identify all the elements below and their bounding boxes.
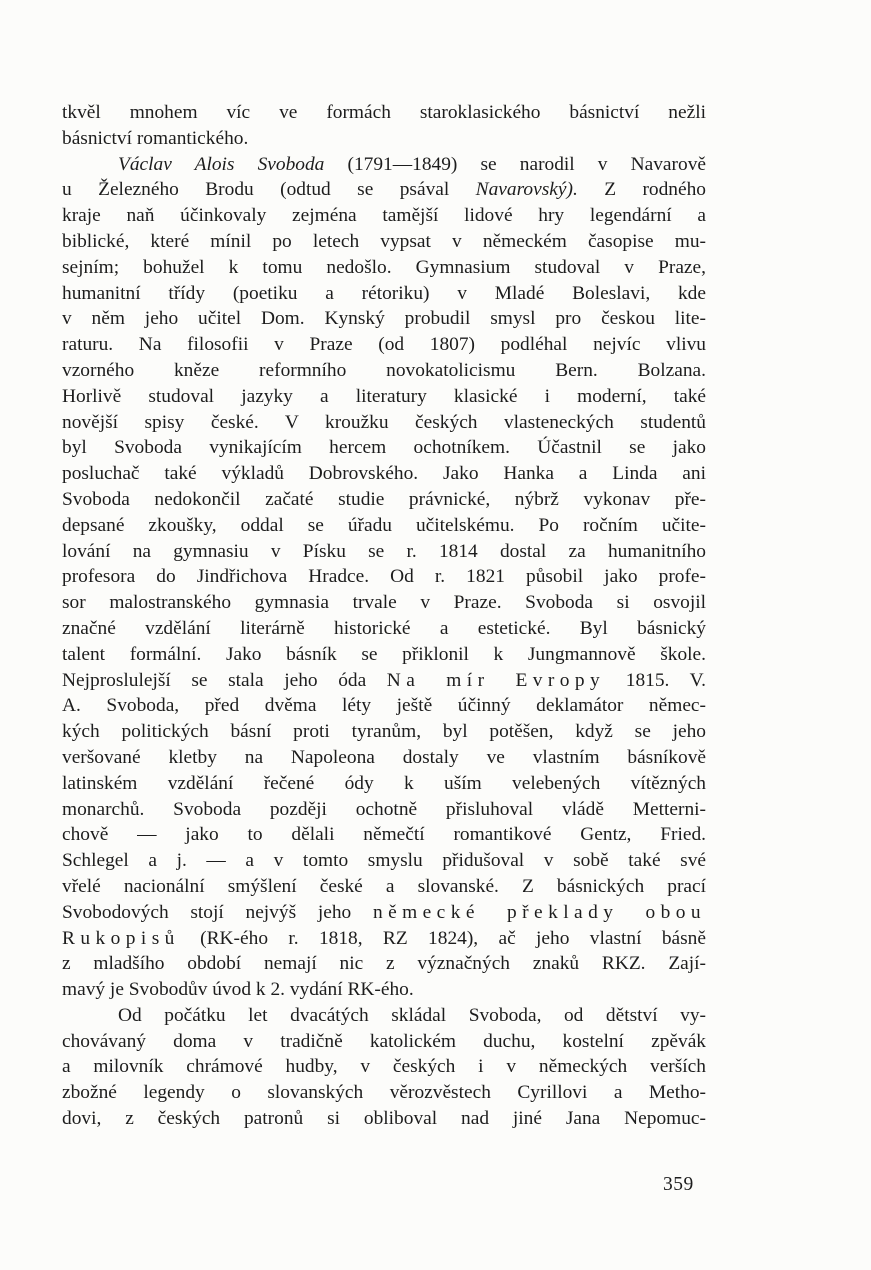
text-segment: Nejproslulejší se stala jeho óda (62, 669, 387, 691)
text-line: monarchů. Svoboda později ochotně přisluhoval vládě Metterni- (62, 798, 706, 820)
text-segment: (1791—1849) se narodil v Navarově (324, 153, 706, 175)
text-segment: Z rodného (577, 179, 706, 201)
text-line: z mladšího období nemají nic z význačných znaků RKZ. Zají- (62, 953, 706, 975)
text-segment: 1815. V. (605, 669, 706, 691)
text-line: tkvěl mnohem víc ve formách staroklasického básnictví nežli (62, 102, 706, 123)
text-line: vřelé nacionální smýšlení české a slovanské. Z básnických prací (62, 875, 706, 897)
text-line: kých politických básní proti tyranům, byl potěšen, když se jeho (62, 721, 706, 743)
text-line: depsané zkoušky, oddal se úřadu učitelskému. Po ročním učite- (62, 514, 706, 536)
pseudonym: Navarovský). (475, 179, 578, 201)
text-line: značné vzdělání literárně historické a estetické. Byl básnický (62, 617, 706, 639)
text-line (62, 926, 706, 952)
text-line (62, 152, 706, 178)
paragraph-1 (62, 100, 706, 152)
text-line: biblické, které mínil po letech vypsat v německém časopise mu- (62, 230, 706, 252)
text-line: sor malostranského gymnasia trvale v Praze. Svoboda si osvojil (62, 592, 706, 614)
author-name: Václav Alois Svoboda (118, 153, 325, 175)
body-text (62, 100, 706, 1132)
text-line: A. Svoboda, před dvěma léty ještě účinný deklamátor němec- (62, 695, 706, 717)
text-line: humanitní třídy (poetiku a rétoriku) v Mladé Boleslavi, kde (62, 282, 706, 304)
text-line: sejním; bohužel k tomu nedošlo. Gymnasium studoval v Praze, (62, 256, 706, 278)
page-number: 359 (663, 1174, 694, 1195)
text-line: veršované kletby na Napoleona dostaly ve vlastním básníkově (62, 746, 706, 768)
text-line: Svoboda nedokončil začaté studie právnické, nýbrž vykonav pře- (62, 488, 706, 510)
paragraph-3 (62, 1003, 706, 1132)
text-segment: Svobodových stojí nejvýš jeho (62, 901, 373, 923)
text-line (62, 668, 706, 694)
text-line: latinském vzdělání řečené ódy k uším velebených vítězných (62, 772, 706, 794)
text-line: kraje naň účinkovaly zejména tamější lidové hry legendární a (62, 205, 706, 227)
text-line: v něm jeho učitel Dom. Kynský probudil smysl pro českou lite- (62, 308, 706, 330)
ode-title: Na mír Evropy (386, 669, 606, 691)
text-line: chově — jako to dělali němečtí romantikové Gentz, Fried. (62, 824, 706, 846)
text-line: byl Svoboda vynikajícím hercem ochotníkem. Účastnil se jako (62, 437, 706, 459)
text-line: novější spisy české. V kroužku českých vlasteneckých studentů (62, 411, 706, 433)
text-line: vzorného kněze reformního novokatolicismu Bern. Bolzana. (62, 359, 706, 381)
text-line: Horlivě studoval jazyky a literatury klasické i moderní, také (62, 385, 706, 407)
text-line: talent formální. Jako básník se přiklonil k Jungmannově škole. (62, 643, 706, 665)
text-line: lování na gymnasiu v Písku se r. 1814 dostal za humanitního (62, 540, 706, 562)
spaced-emphasis: Rukopisů (62, 927, 180, 949)
text-line: posluchač také výkladů Dobrovského. Jako Hanka a Linda ani (62, 463, 706, 485)
text-segment: u Železného Brodu (odtud se psával (62, 179, 476, 201)
paragraph-2 (62, 152, 706, 1003)
text-segment: (RK-ého r. 1818, RZ 1824), ač jeho vlastní básně (179, 927, 706, 949)
text-line (62, 900, 706, 926)
text-line: mavý je Svobodův úvod k 2. vydání RK-ého. (62, 979, 414, 1001)
text-line: a milovník chrámové hudby, v českých i v německých verších (62, 1056, 706, 1078)
text-line: raturu. Na filosofii v Praze (od 1807) podléhal nejvíc vlivu (62, 334, 706, 356)
text-line: básnictví romantického. (62, 127, 249, 149)
text-line: Od počátku let dvacátých skládal Svoboda, od dětství vy- (118, 1004, 706, 1026)
text-line: dovi, z českých patronů si obliboval nad jiné Jana Nepomuc- (62, 1108, 706, 1130)
text-line: zbožné legendy o slovanských věrozvěstech Cyrillovi a Metho- (62, 1082, 706, 1104)
spaced-emphasis: německé překlady obou (372, 901, 706, 923)
text-line (62, 177, 706, 203)
text-line: profesora do Jindřichova Hradce. Od r. 1821 působil jako profe- (62, 566, 706, 588)
text-line: Schlegel a j. — a v tomto smyslu přidušoval v sobě také své (62, 850, 706, 872)
text-line: chovávaný doma v tradičně katolickém duchu, kostelní zpěvák (62, 1030, 706, 1052)
